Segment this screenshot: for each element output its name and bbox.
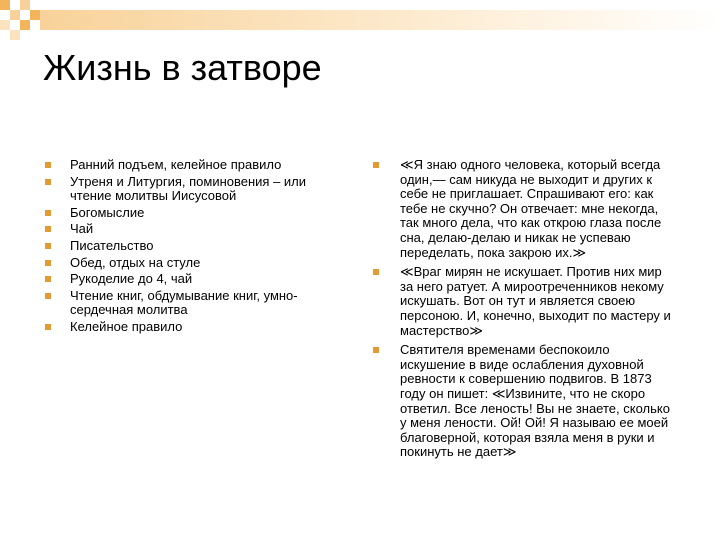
square-bullet-icon xyxy=(373,162,379,168)
list-item xyxy=(45,272,335,287)
decor-square xyxy=(20,0,30,10)
list-item xyxy=(45,289,335,318)
square-bullet-icon xyxy=(45,260,51,266)
list-item xyxy=(45,206,335,221)
decor-square xyxy=(0,20,10,30)
square-bullet-icon xyxy=(45,276,51,282)
header-gradient-bar xyxy=(40,10,720,30)
list-item-text: Богомыслие xyxy=(70,204,145,220)
list-item-text: Писательство xyxy=(70,237,154,253)
list-item-text: Келейное правило xyxy=(70,318,183,334)
header-decoration xyxy=(0,0,720,40)
list-item xyxy=(45,320,335,335)
square-bullet-icon xyxy=(373,347,379,353)
list-item-text: Святителя временами беспокоило искушение в виде ослабления духовной ревности к совершению подвигов. В 1873 году он пишет: ≪Извините, что не скоро ответил. Все леность! Вы не знаете, сколько у меня лености. Ой! Ой! Я называю ее моей благоверной, которая взяла меня в руки и покинуть не дает≫ xyxy=(400,342,670,460)
square-bullet-icon xyxy=(45,243,51,249)
square-bullet-icon xyxy=(45,162,51,168)
list-item-text: Чай xyxy=(70,221,94,237)
list-item-text: ≪Враг мирян не искушает. Против них мир за него ратует. А мироотреченников некому искушать. Вот он тут и является своею персоною. И, конечно, выходит по мастеру и мастерство≫ xyxy=(400,264,671,338)
decor-square xyxy=(20,20,30,30)
list-item xyxy=(45,158,335,173)
list-item-text: Чтение книг, обдумывание книг, умно-сердечная молитва xyxy=(70,287,298,318)
decor-square xyxy=(30,10,40,20)
list-item xyxy=(373,158,678,260)
list-item-text: ≪Я знаю одного человека, который всегда один,— сам никуда не выходит и других к себе не приглашает. Спрашивают его: как тебе не скучно? Он отвечает: мне некогда, так много дела, что как открою глаза после сна, делаю-делаю и никак не успеваю переделать, пока закрою их.≫ xyxy=(400,157,662,260)
square-bullet-icon xyxy=(45,324,51,330)
square-bullet-icon xyxy=(45,226,51,232)
right-bullet-list xyxy=(373,158,678,460)
list-item xyxy=(373,265,678,338)
list-item-text: Ранний подъем, келейное правило xyxy=(70,157,282,172)
decor-square xyxy=(10,10,20,20)
square-bullet-icon xyxy=(373,269,379,275)
list-item-text: Утреня и Литургия, поминовения – или чтение молитвы Иисусовой xyxy=(70,173,307,204)
square-bullet-icon xyxy=(45,179,51,185)
list-item xyxy=(45,239,335,254)
left-bullet-list xyxy=(45,158,335,335)
decor-square xyxy=(0,0,10,10)
list-item xyxy=(45,222,335,237)
decor-square xyxy=(10,30,20,40)
list-item-text: Обед, отдых на стуле xyxy=(70,254,201,270)
list-item xyxy=(45,256,335,271)
square-bullet-icon xyxy=(45,210,51,216)
slide-title: Жизнь в затворе xyxy=(43,47,322,88)
list-item xyxy=(45,175,335,204)
list-item xyxy=(373,343,678,460)
square-bullet-icon xyxy=(45,293,51,299)
list-item-text: Рукоделие до 4, чай xyxy=(70,271,193,287)
